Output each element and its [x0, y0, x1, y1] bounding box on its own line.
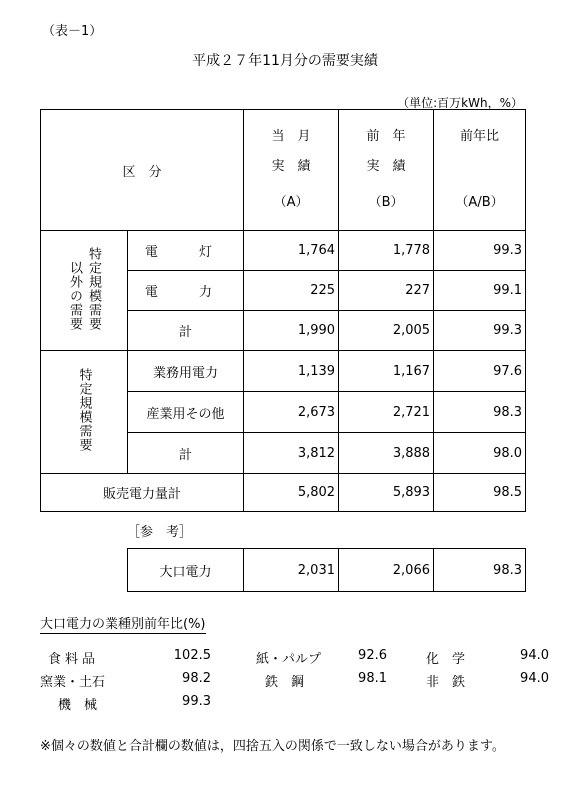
row-item: 電 力 — [128, 271, 244, 311]
row-previous: 3,888 — [339, 433, 434, 474]
row-ratio: 98.3 — [434, 392, 526, 433]
row-current: 1,764 — [244, 231, 339, 271]
total-current: 5,802 — [244, 474, 339, 512]
row-ratio: 99.1 — [434, 271, 526, 311]
footnote: ※個々の数値と合計欄の数値は，四捨五入の関係で一致しない場合があります。 — [40, 739, 505, 754]
table-row — [41, 351, 526, 392]
total-previous: 5,893 — [339, 474, 434, 512]
industry-title: 大口電力の業種別前年比(%) — [40, 617, 206, 632]
total-label: 販売電力量計 — [41, 474, 244, 512]
row-ratio: 97.6 — [434, 351, 526, 392]
group2-label: 特定規模需要 — [41, 351, 128, 474]
header-previous: 前 年 実 績 （B） — [339, 110, 434, 231]
industry-value: 94.0 — [520, 648, 549, 663]
row-previous: 1,778 — [339, 231, 434, 271]
industry-name: 食料品 — [48, 652, 100, 667]
industry-name: 鉄 鋼 — [265, 675, 305, 690]
row-item: 業務用電力 — [128, 351, 244, 392]
header-current: 当 月 実 績 （A） — [244, 110, 339, 231]
reference-item: 大口電力 — [128, 549, 244, 592]
row-ratio: 99.3 — [434, 231, 526, 271]
industry-name: 化 学 — [426, 652, 466, 667]
industry-name: 非 鉄 — [426, 675, 466, 690]
reference-row — [128, 549, 526, 592]
reference-current: 2,031 — [244, 549, 339, 592]
row-ratio: 99.3 — [434, 311, 526, 351]
reference-label: ［参 考］ — [127, 525, 193, 540]
industry-value: 92.6 — [358, 648, 387, 663]
reference-previous: 2,066 — [339, 549, 434, 592]
row-previous: 227 — [339, 271, 434, 311]
row-current: 2,673 — [244, 392, 339, 433]
row-item: 計 — [128, 433, 244, 474]
row-current: 1,990 — [244, 311, 339, 351]
reference-table — [127, 548, 526, 592]
industry-value: 99.3 — [182, 694, 211, 709]
page-title: 平成２７年11月分の需要実績 — [192, 53, 378, 69]
row-item: 電 灯 — [128, 231, 244, 271]
reference-ratio: 98.3 — [434, 549, 526, 592]
row-current: 225 — [244, 271, 339, 311]
industry-name: 窯業・土石 — [40, 675, 106, 690]
header-row — [41, 110, 526, 231]
header-ratio: 前年比 （A/B） — [434, 110, 526, 231]
row-current: 1,139 — [244, 351, 339, 392]
industry-value: 102.5 — [173, 648, 211, 663]
total-ratio: 98.5 — [434, 474, 526, 512]
row-item: 計 — [128, 311, 244, 351]
demand-table — [40, 109, 526, 512]
industry-name: 紙・パルプ — [256, 652, 322, 667]
industry-name: 機 械 — [58, 698, 98, 713]
unit-note: （単位:百万kWh，%） — [397, 96, 523, 110]
industry-value: 98.2 — [182, 671, 211, 686]
group1-label: 以外の需要 特定規模需要 — [41, 231, 128, 351]
row-previous: 2,721 — [339, 392, 434, 433]
row-current: 3,812 — [244, 433, 339, 474]
row-previous: 2,005 — [339, 311, 434, 351]
row-item: 産業用その他 — [128, 392, 244, 433]
table-label: （表－1） — [42, 24, 103, 39]
row-previous: 1,167 — [339, 351, 434, 392]
header-category: 区 分 — [41, 110, 244, 231]
table-row — [41, 231, 526, 271]
industry-value: 98.1 — [358, 671, 387, 686]
row-ratio: 98.0 — [434, 433, 526, 474]
total-row — [41, 474, 526, 512]
industry-value: 94.0 — [520, 671, 549, 686]
